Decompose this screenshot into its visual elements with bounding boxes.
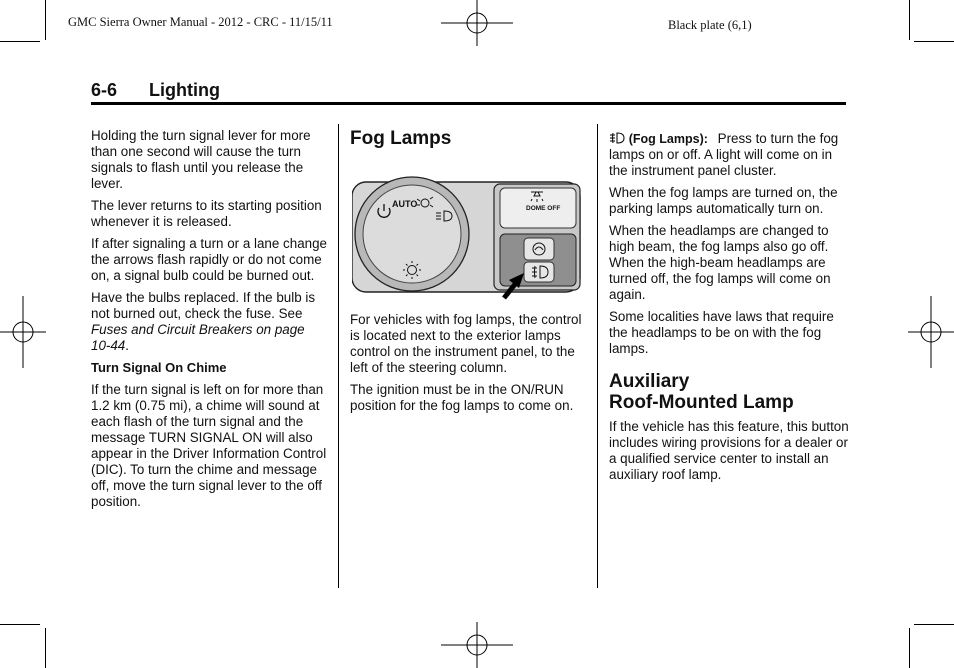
lamp-control-illustration [352,166,586,304]
section-heading-line: Auxiliary [609,371,690,392]
paragraph-text: Have the bulbs replaced. If the bulb is not burned out, check the fuse. See [91,290,316,321]
paragraph: The ignition must be in the ON/RUN position for the fog lamps to come on. [350,382,574,413]
paragraph: For vehicles with fog lamps, the control is located next to the exterior lamps control on the instrument panel, to the left of the steering column. [350,312,582,375]
cross-reference: Fuses and Circuit Breakers on page 10-44 [91,322,305,353]
crop-mark [914,41,954,42]
crop-mark [0,41,40,42]
paragraph: If the turn signal is left on for more than 1.2 km (0.75 mi), a chime will sound at each flash of the turn signal and the message TURN SIGNAL ON will also appear in the Driver Information Control (DIC). To turn the chime and message off, move the turn signal lever to the off position. [91,382,327,509]
paragraph: If after signaling a turn or a lane change the arrows flash rapidly or do not come on, a signal bulb could be burned out. [91,236,327,283]
registration-mark-top [441,0,513,46]
fog-lamps-label: (Fog Lamps): [628,132,708,146]
fog-lamp-icon [609,131,625,145]
section-heading-line: Roof-Mounted Lamp [609,392,794,413]
registration-mark-left [0,296,46,368]
paragraph: Some localities have laws that require the headlamps to be on with the fog lamps. [609,309,834,356]
fog-lamps-entry [609,131,849,179]
page-number: 6-6 [91,80,118,100]
running-header-title: GMC Sierra Owner Manual - 2012 - CRC - 11/15/11 [68,15,333,29]
section-title: Lighting [149,80,220,100]
crop-mark [909,628,910,668]
crop-mark [45,0,46,40]
paragraph [91,290,327,354]
paragraph: When the headlamps are changed to high beam, the fog lamps also go off. When the high-beam headlamps are turned off, the fog lamps will come on again. [609,223,831,302]
dome-off-label: DOME OFF [526,205,561,212]
section-heading [609,371,849,413]
crop-mark [914,624,954,625]
crop-mark [909,0,910,40]
section-heading: Fog Lamps [350,128,452,149]
column-1 [91,128,327,516]
paragraph: When the fog lamps are turned on, the parking lamps automatically turn on. [609,185,838,216]
paragraph: If the vehicle has this feature, this button includes wiring provisions for a dealer or a qualified service center to install an auxiliary roof lamp. [609,419,849,482]
auto-label: AUTO [392,199,418,209]
running-header-plate: Black plate (6,1) [668,18,752,32]
registration-mark-bottom [441,622,513,668]
page-header [91,80,220,101]
punctuation: . [125,338,129,353]
crop-mark [0,624,40,625]
column-divider [597,124,598,588]
paragraph: Holding the turn signal lever for more than one second will cause the turn signals to flash until you release the lever. [91,128,311,191]
column-divider [338,124,339,588]
crop-mark [45,628,46,668]
subheading: Turn Signal On Chime [91,360,227,375]
column-3 [609,131,849,489]
registration-mark-right [908,296,954,368]
header-rule [91,102,846,105]
fog-lamps-description: Press to turn the fog lamps on or off. A light will come on in the instrument panel cluster. [609,131,839,178]
column-2 [350,312,590,420]
paragraph: The lever returns to its starting position whenever it is released. [91,198,322,229]
